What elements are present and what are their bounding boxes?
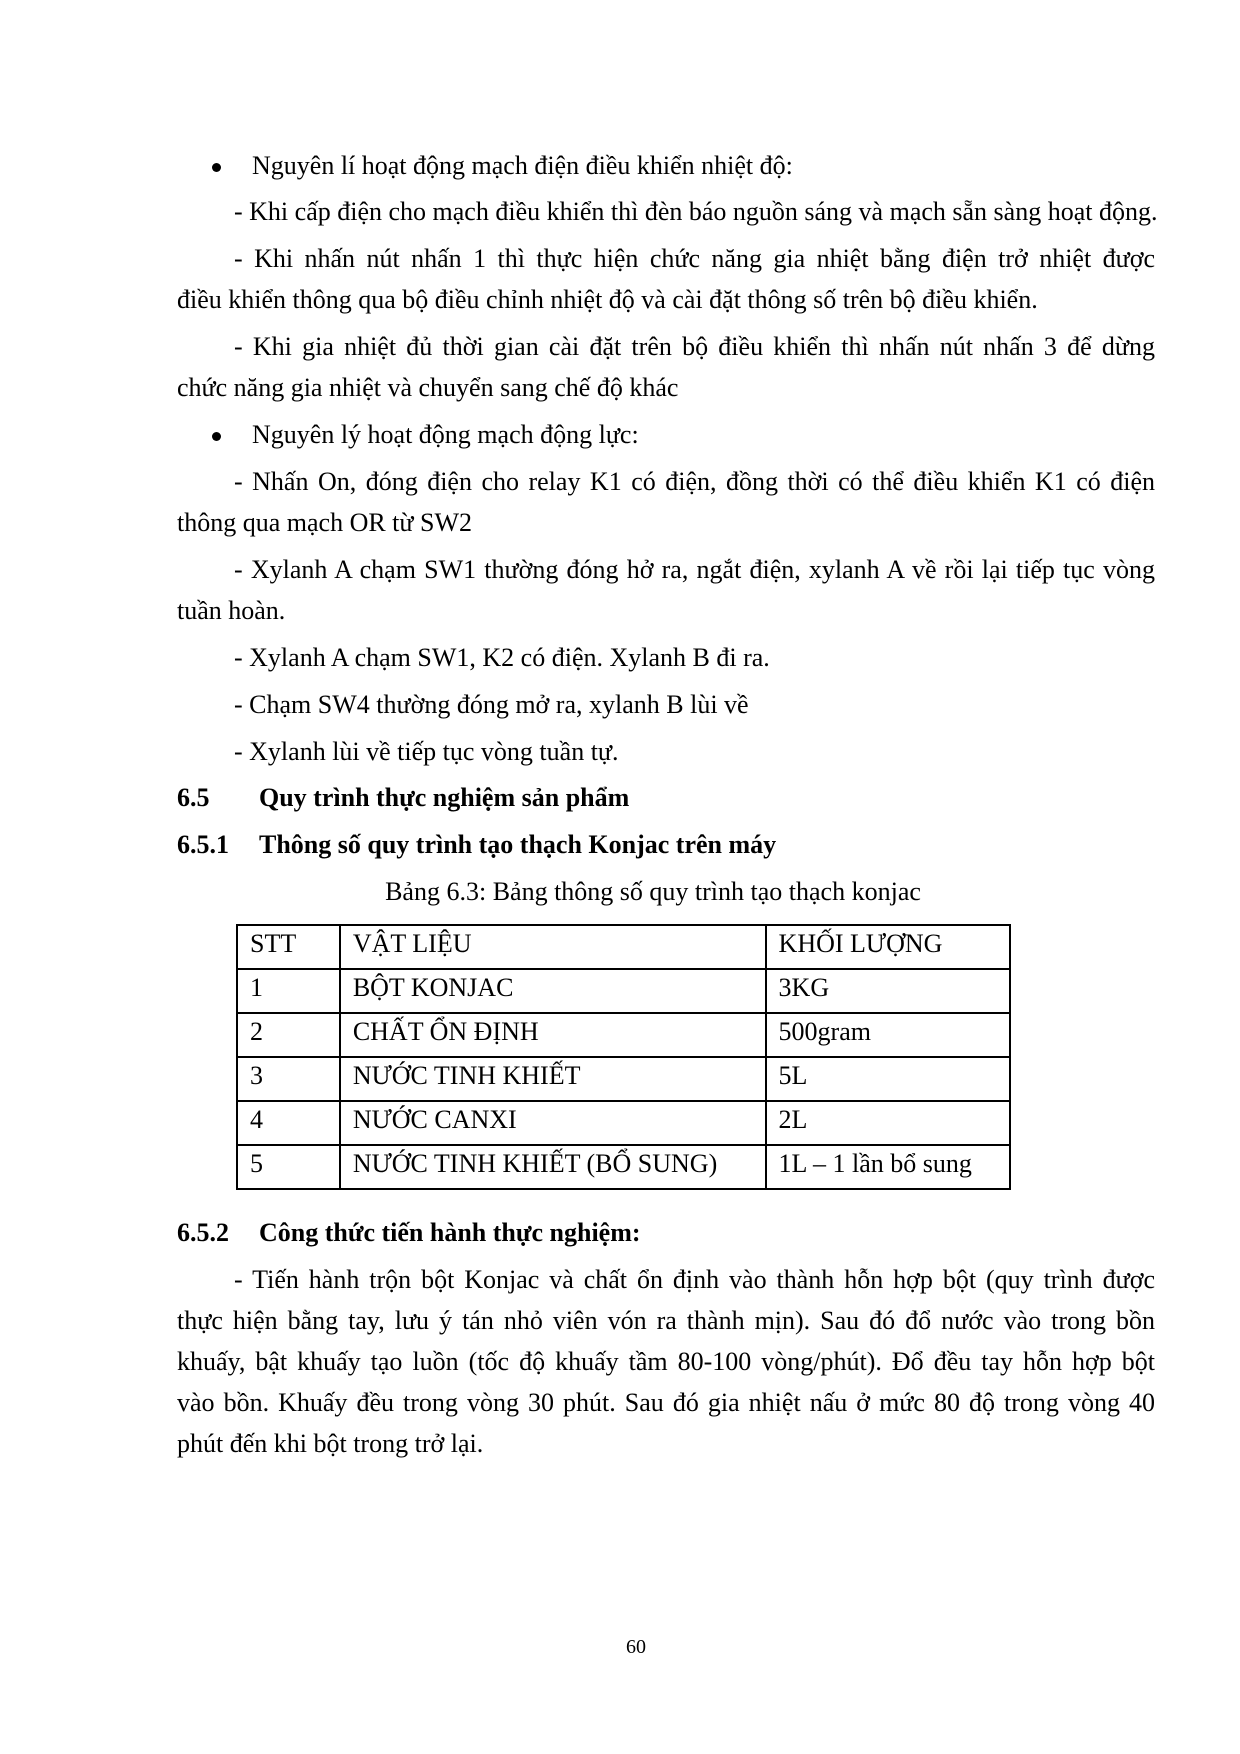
page-number: 60 (626, 1636, 646, 1658)
section-title: Quy trình thực nghiệm sản phẩm (259, 783, 630, 812)
table-cell: CHẤT ỔN ĐỊNH (340, 1013, 766, 1057)
bullet-text: Nguyên lý hoạt động mạch động lực: (252, 420, 639, 449)
table-cell: NƯỚC TINH KHIẾT (340, 1057, 766, 1101)
section-number: 6.5.1 (177, 830, 229, 859)
table-header-cell: STT (237, 925, 340, 969)
table-cell: NƯỚC CANXI (340, 1101, 766, 1145)
section-number: 6.5 (177, 783, 210, 812)
paragraph-line: - Khi nhấn nút nhấn 1 thì thực hiện chức năng gia nhiệt bằng điện trở nhiệt được (234, 244, 1155, 273)
paragraph-line: - Khi cấp điện cho mạch điều khiển thì đèn báo nguồn sáng và mạch sẵn sàng hoạt động. (234, 197, 1158, 226)
bullet-text: Nguyên lí hoạt động mạch điện điều khiển nhiệt độ: (252, 151, 793, 180)
section-number: 6.5.2 (177, 1218, 229, 1247)
table-cell: BỘT KONJAC (340, 969, 766, 1013)
table-cell: 4 (237, 1101, 340, 1145)
table-cell: 5 (237, 1145, 340, 1189)
paragraph-line: - Khi gia nhiệt đủ thời gian cài đặt trên bộ điều khiển thì nhấn nút nhấn 3 để dừng (234, 332, 1155, 361)
table-cell: 3KG (766, 969, 1010, 1013)
section-title: Thông số quy trình tạo thạch Konjac trên máy (259, 830, 777, 859)
section-title: Công thức tiến hành thực nghiệm: (259, 1218, 641, 1247)
table-cell: 2 (237, 1013, 340, 1057)
table-header-cell: KHỐI LƯỢNG (766, 925, 1010, 969)
table-cell: 1L – 1 lần bổ sung (766, 1145, 1010, 1189)
section-heading (177, 783, 629, 813)
paragraph-line: thông qua mạch OR từ SW2 (177, 508, 473, 537)
paragraph-line: điều khiển thông qua bộ điều chỉnh nhiệt độ và cài đặt thông số trên bộ điều khiển. (177, 285, 1038, 314)
table-row (237, 1013, 1010, 1057)
table-cell: 1 (237, 969, 340, 1013)
subsection-heading (177, 1218, 641, 1248)
table-row (237, 969, 1010, 1013)
paragraph-line: - Tiến hành trộn bột Konjac và chất ổn định vào thành hỗn hợp bột (quy trình được (234, 1265, 1155, 1294)
table-row (237, 1101, 1010, 1145)
paragraph-line: - Nhấn On, đóng điện cho relay K1 có điện, đồng thời có thể điều khiển K1 có điện (234, 467, 1155, 496)
table-row (237, 1057, 1010, 1101)
paragraph-line: - Xylanh A chạm SW1 thường đóng hở ra, ngắt điện, xylanh A về rồi lại tiếp tục vòng (234, 555, 1155, 584)
table-header-cell: VẬT LIỆU (340, 925, 766, 969)
table-cell: 3 (237, 1057, 340, 1101)
paragraph-line: - Xylanh lùi về tiếp tục vòng tuần tự. (234, 737, 619, 766)
table-caption: Bảng 6.3: Bảng thông số quy trình tạo thạch konjac (385, 877, 921, 906)
table-cell: NƯỚC TINH KHIẾT (BỔ SUNG) (340, 1145, 766, 1189)
table-cell: 2L (766, 1101, 1010, 1145)
table-row (237, 1145, 1010, 1189)
bullet-dot-icon (212, 432, 221, 441)
paragraph-line: - Xylanh A chạm SW1, K2 có điện. Xylanh B đi ra. (234, 643, 770, 672)
subsection-heading (177, 830, 776, 860)
paragraph-line: chức năng gia nhiệt và chuyển sang chế độ khác (177, 373, 679, 402)
paragraph-line: khuấy, bật khuấy tạo luồn (tốc độ khuấy tầm 80-100 vòng/phút). Đổ đều tay hỗn hợp bột (177, 1347, 1155, 1376)
table-cell: 5L (766, 1057, 1010, 1101)
paragraph-line: phút đến khi bột trong trở lại. (177, 1429, 484, 1458)
table-header-row (237, 925, 1010, 969)
paragraph-line: - Chạm SW4 thường đóng mở ra, xylanh B lùi về (234, 690, 749, 719)
table-cell: 500gram (766, 1013, 1010, 1057)
parameters-table (236, 924, 1011, 1190)
bullet-dot-icon (212, 163, 221, 172)
paragraph-line: vào bồn. Khuấy đều trong vòng 30 phút. Sau đó gia nhiệt nấu ở mức 80 độ trong vòng 40 (177, 1388, 1155, 1417)
paragraph-line: tuần hoàn. (177, 596, 286, 625)
paragraph-line: thực hiện bằng tay, lưu ý tán nhỏ viên vón ra thành mịn). Sau đó đổ nước vào trong bồn (177, 1306, 1155, 1335)
